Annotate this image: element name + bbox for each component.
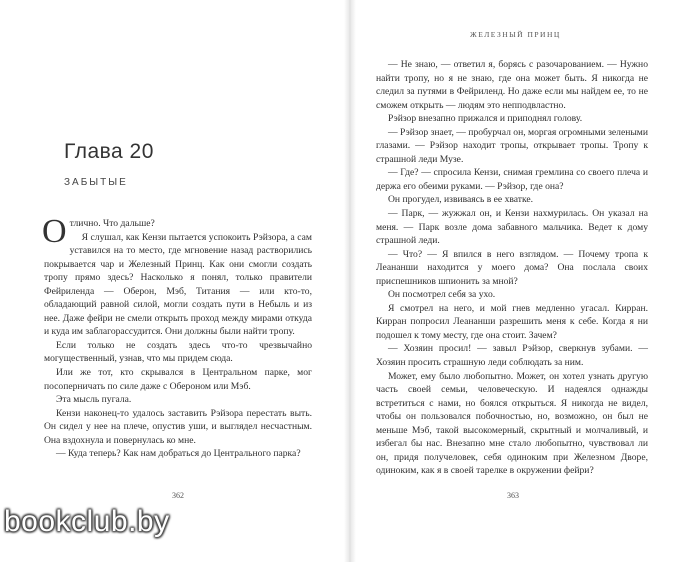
paragraph: Я слушал, как Кензи пытается успокоить Рэйзора, а сам уставился на то место, где мгновение назад растворились покрывается чар и Железный Принц. Как они смогли создать тропу прямо здесь? Насколько я понял, только правители Фейриленда — Оберон, Мэб, Титания — или кто-то, обладающий равной силой, могли создать пути в Небыль и из нее. Даже фейри не смели открыть проход между мирами откуда и куда им заблагорассудится. Они должны были найти тропу. [44,231,312,338]
book-gutter [344,0,356,562]
paragraph: Может, ему было любопытно. Может, он хотел узнать другую часть своей семьи, человеческую. И надеялся однажды встретиться с нами, но боялся открыться. Я никогда не видел, чтобы он пользовался побочностью, но, возможно, он был не меньше Мэб, такой высокомерный, скрытный и молчаливый, и избегал бы нас. Внезапно мне стало любопытно, чувствовал ли он, придя получеловек, себя одиноким при Железном Дворе, одиноким, как я в своей тарелке в окружении фейри? [376,370,648,477]
first-paragraph [42,213,312,250]
paragraph: — Не знаю, — ответил я, борясь с разочарованием. — Нужно найти тропу, но я не знаю, где она может быть. Я никогда не следил за путями в Фейриленд. Но даже если мы найдем ее, то не сможем открыть — людям это непподвластно. [376,59,648,111]
chapter-title: Глава 20 [64,140,154,163]
paragraph: — Куда теперь? Как нам добраться до Центрального парка? [56,448,301,460]
paragraph: Если только не создать здесь что-то чрезвычайно могущественный, узнав, что мы придем сюда. [44,339,312,365]
paragraph: — Парк, — жужжал он, и Кензи нахмурилась. Он указал на меня. — Парк возле дома забавного мальчика. Ведет к дому страшной леди. [376,208,648,247]
first-paragraph-text: тлично. Что дальше? [69,218,155,229]
chapter-subtitle: ЗАБЫТЫЕ [64,177,128,188]
paragraph: Или же тот, кто скрывался в Центральном парке, мог посоперничать по силе даже с Обероном или Мэб. [44,367,312,392]
site-watermark: bookclub.by [4,505,170,538]
paragraph: — Где? — спросила Кензи, снимая гремлина со своего плеча и держа его обеими руками. — Рэйзор, где она? [376,167,648,192]
drop-cap: О [42,213,67,250]
paragraph: Он посмотрел себя за ухо. [388,289,496,301]
paragraph: — Рэйзор знает, — пробурчал он, моргая огромными зелеными глазами. — Рэйзор находит тропы, открывает тропы. Тропу к страшной леди Музе. [376,126,648,165]
right-body-text [376,58,648,478]
paragraph: Кензи наконец-то удалось заставить Рэйзора перестать выть. Он сидел у нее на плече, опустив уши, и выглядел несчастным. Она вздохнула и повернулась ко мне. [44,407,312,446]
page-number-right: 363 [507,491,519,500]
paragraph: — Что? — Я впился в него взглядом. — Почему тропа к Леананши находится у моего дома? Она послала своих приспешников шпионить за мной? [376,248,648,287]
paragraph: — Хозяин просил! — завыл Рэйзор, сверкнув зубами. — Хозяин просить страшную леди соблюдать за ним. [376,343,648,369]
paragraph: Эта мысль пугала. [56,394,132,406]
paragraph: Рэйзор внезапно прижался и приподнял голову. [388,113,583,125]
page-number-left: 362 [172,491,184,500]
paragraph: Он прогудел, извиваясь в ее хватке. [388,194,534,206]
right-page [350,0,700,562]
running-head: ЖЕЛЕЗНЫЙ ПРИНЦ [470,30,561,39]
left-body-text [42,213,312,461]
paragraph: Я смотрел на него, и мой гнев медленно угасал. Кирран. Кирран попросил Леананши разрешить меня к себе. Когда я ни подошел к тому месту, где она стоит. Зачем? [376,302,648,341]
